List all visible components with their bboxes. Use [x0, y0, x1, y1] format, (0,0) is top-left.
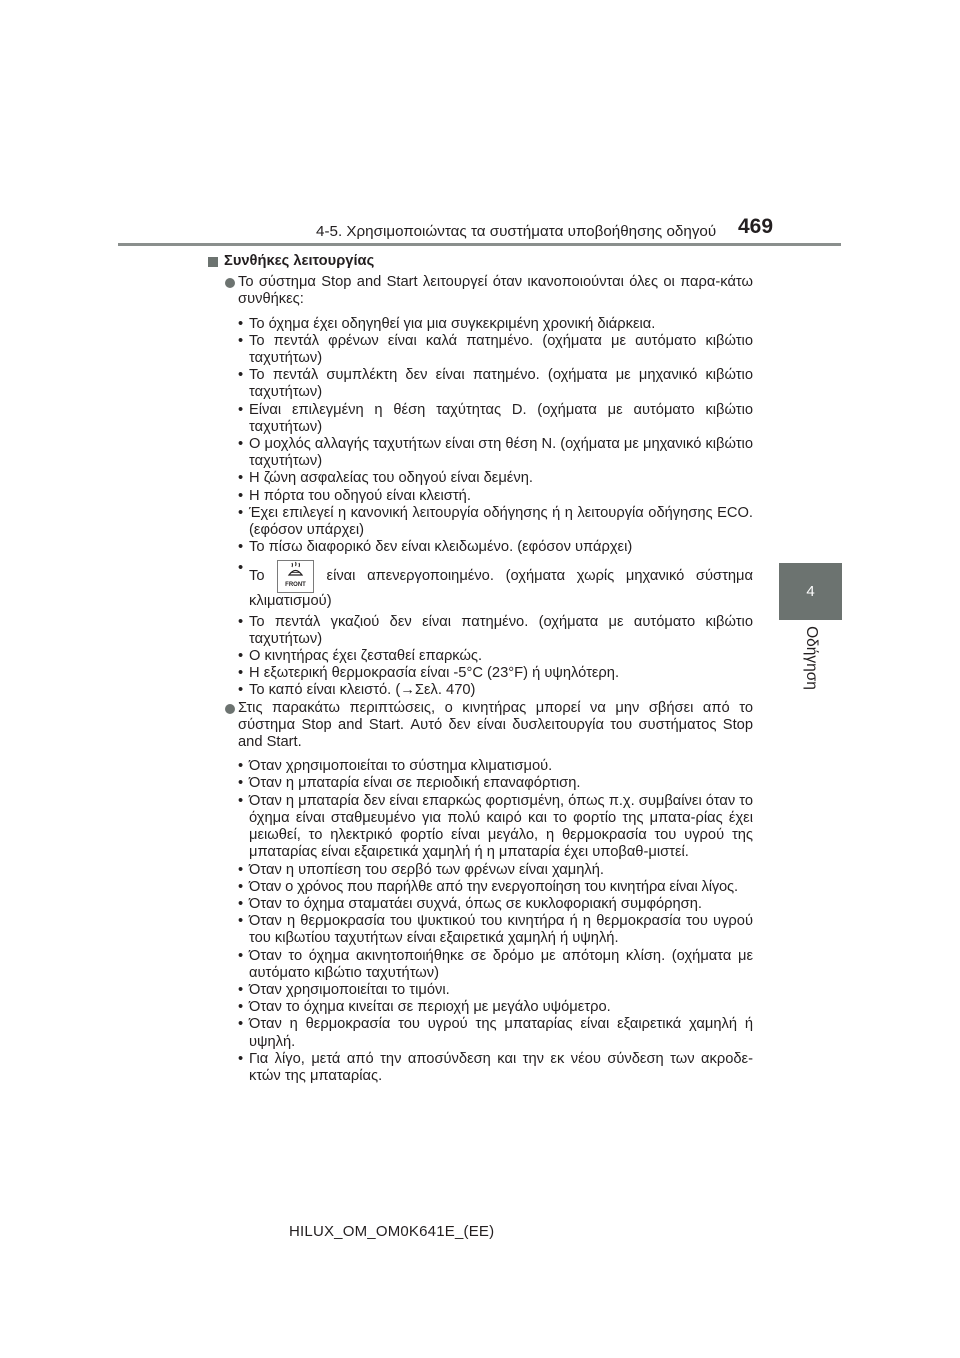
- list-item: • Το καπό είναι κλειστό. (→Σελ. 470): [236, 682, 753, 699]
- list-item: • Όταν η θερμοκρασία του ψυκτικού του κινητήρα ή η θερμοκρασία του υγρού του κιβωτίου ταχυτήτων είναι εξαιρετικά χαμηλή ή υψηλή.: [236, 913, 753, 947]
- list-item: • Για λίγο, μετά από την αποσύνδεση και την εκ νέου σύνδεση των ακροδε-κτών της μπαταρίας.: [236, 1051, 753, 1085]
- list-item: • Το πίσω διαφορικό δεν είναι κλειδωμένο. (εφόσον υπάρχει): [236, 539, 753, 556]
- list-item: • Το όχημα έχει οδηγηθεί για μια συγκεκριμένη χρονική διάρκεια.: [236, 316, 753, 333]
- list-item: • Όταν το όχημα σταματάει συχνά, όπως σε κυκλοφοριακή συμφόρηση.: [236, 896, 753, 913]
- page-number: 469: [738, 215, 774, 238]
- chapter-side-label: [781, 628, 841, 688]
- bullet-list: [208, 316, 753, 700]
- section-heading: [208, 253, 753, 270]
- chapter-number: 4: [806, 583, 815, 600]
- chapter-tab: [779, 563, 842, 620]
- list-item: • Το πεντάλ φρένων είναι καλά πατημένο. (οχήματα με αυτόματο κιβώτιο ταχυτήτων): [236, 333, 753, 367]
- list-item: • Όταν το όχημα ακινητοποιήθηκε σε δρόμο με απότομη κλίση. (οχήματα με αυτόματο κιβώτιο ταχυτήτων): [236, 948, 753, 982]
- front-defroster-icon: [277, 560, 314, 593]
- front-icon-label: FRONT: [284, 582, 306, 589]
- document-code: HILUX_OM_OM0K641E_(EE): [289, 1223, 495, 1240]
- list-item: • Όταν χρησιμοποιείται το σύστημα κλιματισμού.: [236, 758, 753, 775]
- list-item: • Όταν η μπαταρία είναι σε περιοδική επαναφόρτιση.: [236, 775, 753, 792]
- list-item: • Το πεντάλ συμπλέκτη δεν είναι πατημένο. (οχήματα με μηχανικό κιβώτιο ταχυτήτων): [236, 367, 753, 401]
- exception-block: [208, 700, 753, 752]
- circle-bullet-icon: [225, 704, 235, 714]
- section-title: Συνθήκες λειτουργίας: [224, 253, 375, 269]
- header-divider: [118, 243, 841, 246]
- list-item: • Όταν η υποπίεση του σερβό των φρένων είναι χαμηλή.: [236, 862, 753, 879]
- paragraph: Στις παρακάτω περιπτώσεις, ο κινητήρας μπορεί να μην σβήσει από το σύστημα Stop and Start. Αυτό δεν είναι δυσλειτουργία του συστήματος Stop and Start.: [238, 699, 753, 751]
- list-item: • Έχει επιλεγεί η κανονική λειτουργία οδήγησης ή η λειτουργία οδήγησης ECO. (εφόσον υπάρχει): [236, 505, 753, 539]
- paragraph: Το σύστημα Stop and Start λειτουργεί όταν ικανοποιούνται όλες οι παρα-κάτω συνθήκες:: [238, 274, 753, 308]
- list-item: • Είναι επιλεγμένη η θέση ταχύτητας D. (οχήματα με αυτόματο κιβώτιο ταχυτήτων): [236, 402, 753, 436]
- running-header-title: 4-5. Χρησιμοποιώντας τα συστήματα υποβοήθησης οδηγού: [316, 223, 717, 240]
- list-item: • Η πόρτα του οδηγού είναι κλειστή.: [236, 488, 753, 505]
- list-item: • Ο μοχλός αλλαγής ταχυτήτων είναι στη θέση N. (οχήματα με μηχανικό κιβώτιο ταχυτήτων): [236, 436, 753, 470]
- list-item-with-icon: [236, 560, 753, 610]
- page-content: [208, 253, 753, 1085]
- list-item: • Η εξωτερική θερμοκρασία είναι -5°C (23°F) ή υψηλότερη.: [236, 665, 753, 682]
- circle-bullet-icon: [225, 278, 235, 288]
- list-item: • Όταν το όχημα κινείται σε περιοχή με μεγάλο υψόμετρο.: [236, 999, 753, 1016]
- bullet-list: [208, 758, 753, 1085]
- list-item: • Όταν ο χρόνος που παρήλθε από την ενεργοποίηση του κινητήρα είναι λίγος.: [236, 879, 753, 896]
- chapter-label: Οδήγηση: [803, 626, 820, 690]
- list-item: • Όταν η θερμοκρασία του υγρού της μπαταρίας είναι εξαιρετικά χαμηλή ή υψηλή.: [236, 1016, 753, 1050]
- square-bullet-icon: [208, 257, 218, 267]
- list-item: • Το πεντάλ γκαζιού δεν είναι πατημένο. (οχήματα με αυτόματο κιβώτιο ταχυτήτων): [236, 614, 753, 648]
- list-item: • Ο κινητήρας έχει ζεσταθεί επαρκώς.: [236, 648, 753, 665]
- list-item: • Όταν η μπαταρία δεν είναι επαρκώς φορτισμένη, όπως π.χ. συμβαίνει όταν το όχημα είναι σταθμευμένο για πολύ καιρό και το φορτίο της μπατα-ρίας έχει μειωθεί, το ηλεκτρικό φορτίο είναι μεγάλο, η θερμοκρασία του υγρού της μπαταρίας είναι εξαιρετικά χαμηλή ή η μπαταρία έχει υποβαθ-μιστεί.: [236, 793, 753, 862]
- list-item: • Όταν χρησιμοποιείται το τιμόνι.: [236, 982, 753, 999]
- icon-bullet-continuation: κλιματισμού): [249, 593, 332, 610]
- list-item: • Η ζώνη ασφαλείας του οδηγού είναι δεμένη.: [236, 470, 753, 487]
- condition-block: [208, 274, 753, 308]
- icon-bullet-prefix: • Το: [249, 568, 265, 585]
- icon-bullet-text: είναι απενεργοποιημένο. (οχήματα χωρίς μηχανικό σύστημα: [326, 568, 753, 585]
